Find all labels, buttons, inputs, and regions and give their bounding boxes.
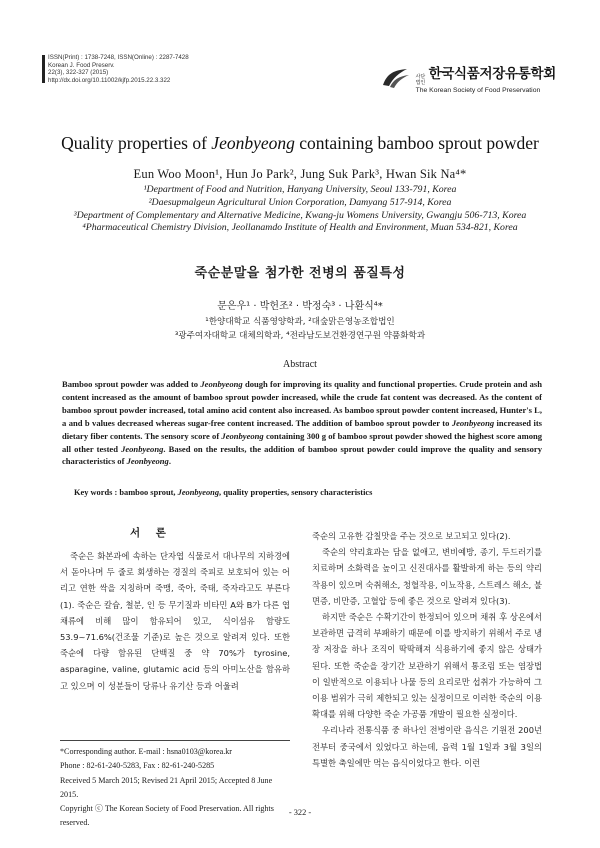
korean-affiliation-line-1: ¹한양대학교 식품영양학과, ²대숲맑은영농조합법인	[205, 317, 395, 327]
copyright-notice: Copyright ⓒ The Korean Society of Food Preservation. All rights reserved.	[60, 804, 274, 828]
issn: ISSN(Print) : 1738-7248, ISSN(Online) : 2287-7428	[48, 54, 189, 61]
affiliation-1: ¹Department of Food and Nutrition, Hanyang University, Seoul 133-791, Korea	[143, 184, 457, 195]
body-paragraph: 죽순의 약리효과는 담을 없애고, 변비예방, 종기, 두드러기를 치료하며 소화력을 높이고 신진대사를 활발하게 하는 등의 약리작용이 있으며 숙취해소, 청혈작용, 이뇨작용, 스트레스 해소, 불면증, 비만증, 고혈압 등에 좋은 것으로 알려져 있다(3).	[312, 547, 542, 606]
abstract-heading: Abstract	[283, 359, 317, 370]
korean-authors: 문은우¹ · 박헌조² · 박정숙³ · 나환식⁴*	[217, 301, 383, 312]
doi-link[interactable]: http://dx.doi.org/10.11002/kjfp.2015.22.3.322	[48, 76, 171, 84]
affiliation-3: ³Department of Complementary and Alternative Medicine, Kwang-ju Womens University, Gwangju 506-713, Korea	[73, 209, 527, 221]
body-paragraph: 우리나라 전통식품 중 하나인 전병이란 음식은 기원전 200년 전부터 중국에서 있었다고 하는데, 음력 1월 1일과 3월 3일의 특별한 축일에만 먹는 음식이었다고 한다. 이런	[312, 725, 542, 768]
affiliation-2: ²Daesupmalgeun Agricultural Union Corporation, Damyang 517-914, Korea	[148, 196, 452, 208]
affiliations	[0, 184, 600, 235]
author-list: Eun Woo Moon¹, Hun Jo Park², Jung Suk Park³, Hwan Sik Na⁴*	[133, 167, 467, 181]
society-name-ko: 한국식품저장유통학회	[428, 66, 556, 82]
corresponding-email[interactable]: *Corresponding author. E-mail : hsna0103@korea.kr	[60, 747, 232, 756]
affiliation-4: ⁴Pharmaceutical Chemistry Division, Jeollanamdo Institute of Health and Environment, Muan 534-821, Korea	[82, 222, 518, 234]
body-paragraph: 하지만 죽순은 수확기간이 한정되어 있으며 채취 후 상온에서 보관하면 급격히 부패하기 때문에 이를 방지하기 위해서 주로 냉장 저장을 하나 조직이 딱딱해져 식용하기에 좋지 않은 상태가 된다. 또한 죽순을 장기간 보관하기 위해서 통조림 또는 염장법이 일반적으로 이용되나 나물 등의 요리로만 섭취가 가능하여 그 이용 범위가 극히 제한되고 있는 실정이므로 이러한 죽순의 이용 확대를 위해 다양한 죽순 가공품 개발이 필요한 실정이다.	[312, 612, 542, 720]
society-type: 사단 법인	[415, 74, 426, 86]
body-paragraph: 죽순의 고유한 감칠맛을 주는 것으로 보고되고 있다(2).	[312, 531, 511, 541]
volume-pages: 22(3), 322-327 (2015)	[48, 69, 109, 77]
society-emblem-icon	[381, 67, 411, 89]
body-column-right	[312, 528, 542, 771]
korean-title: 죽순분말을 첨가한 전병의 품질특성	[194, 266, 406, 281]
korean-affiliations	[0, 315, 600, 343]
received-dates: Received 5 March 2015; Revised 21 April 2015; Accepted 8 June 2015.	[60, 775, 273, 799]
page-number: - 322 -	[288, 808, 312, 817]
body-column-left: 죽순은 화본과에 속하는 단자엽 식물로서 대나무의 지하경에서 돋아나며 두 줄로 회생하는 경질의 죽피로 보호되어 있는 어리고 연한 싹을 지칭하며 죽맹, 죽아, 죽태, 죽자라고도 부른다(1). 죽순은 칼슘, 철분, 인 등 무기질과 비타민 A와 B가 다른 엽채류에 비해 많이 함유되어 있고, 식이섬유 함량도 53.9~71.6%(건조물 기준)로 높은 것으로 알려져 있다. 또한 죽순에 다량 함유된 단백질 중 약 70%가 tyrosine, asparagine, valine, glutamic acid 등의 아미노산을 함유하고 있으며 이 성분들이 당류나 유기산 등과 어울려	[60, 551, 290, 691]
metadata-bar	[42, 55, 45, 83]
korean-affiliation-line-2: ³광주여자대학교 대체의학과, ⁴전라남도보건환경연구원 약품화학과	[174, 331, 426, 341]
journal-name: Korean J. Food Preserv.	[48, 61, 115, 69]
abstract-body: Bamboo sprout powder was added to Jeonbyeong dough for improving its quality and functional properties. Crude protein and ash content increased as the amount of bamboo sprout powder increased, while the crude fat content was decreased. As the content of bamboo sprout powder increased, total amino acid content also increased. As bamboo sprout powder content increased, Hunter's L, a and b values decreased whereas sugar-free content increased. The addition of bamboo sprout powder to Jeonbyeong increased its dietary fiber contents. The sensory score of Jeonbyeong containing 300 g of bamboo sprout powder showed the highest score among all other tested Jeonbyeong. Based on the results, the addition of bamboo sprout powder could improve the quality and sensory characteristics of Jeonbyeong.	[62, 379, 542, 467]
corresponding-author-footnote	[60, 745, 292, 831]
footnote-divider	[60, 740, 290, 741]
paper-title: Quality properties of Jeonbyeong containing bamboo sprout powder	[61, 133, 539, 153]
society-logo	[381, 62, 556, 94]
society-name-en: The Korean Society of Food Preservation	[415, 87, 541, 94]
keywords: Key words : bamboo sprout, Jeonbyeong, quality properties, sensory characteristics	[74, 488, 373, 497]
contact-phone-fax: Phone : 82-61-240-5283, Fax : 82-61-240-5285	[60, 761, 215, 771]
journal-metadata	[48, 54, 189, 84]
section-title-introduction: 서 론	[130, 527, 172, 539]
